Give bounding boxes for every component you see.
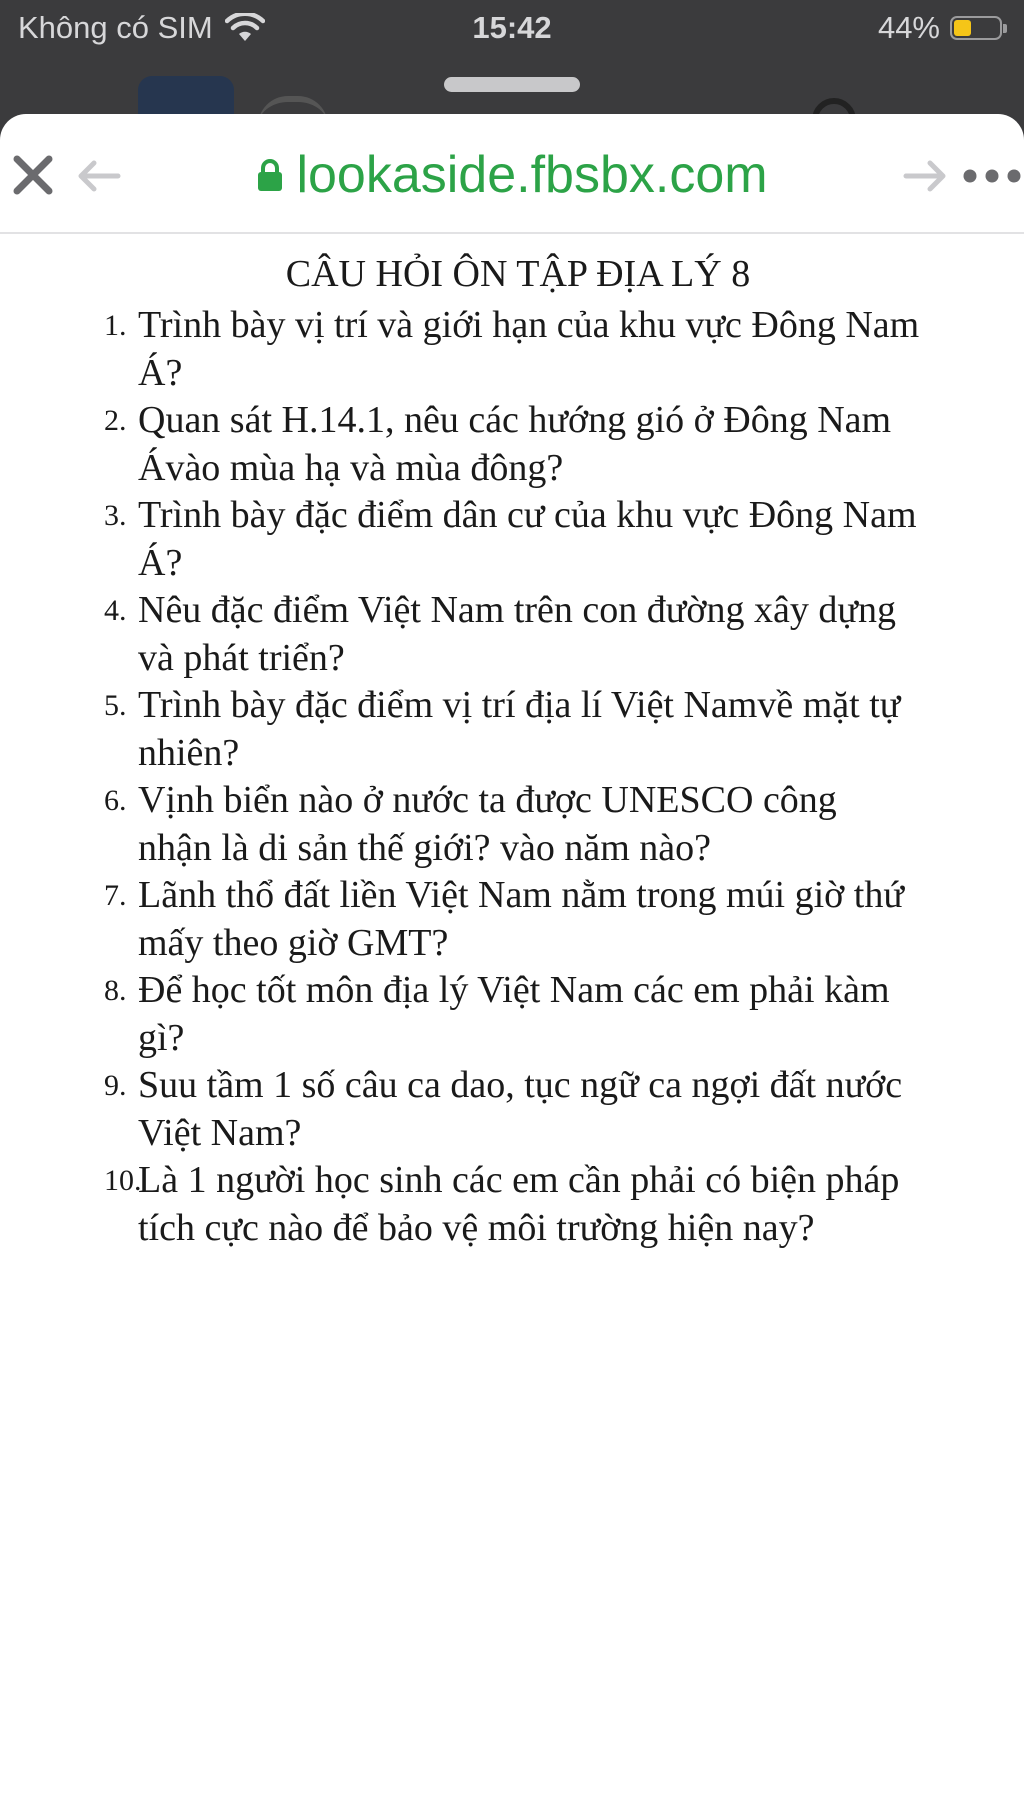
- question-text-line-1: Để học tốt môn địa lý Việt Nam các em phải kàm: [138, 969, 890, 1011]
- question-item: [0, 397, 1024, 492]
- question-number: 10.: [104, 1164, 142, 1197]
- question-number: 3.: [104, 499, 127, 532]
- question-list: [0, 302, 1024, 1252]
- question-item: [0, 872, 1024, 967]
- question-text-line-2: gì?: [138, 1016, 185, 1059]
- question-number: 2.: [104, 404, 127, 437]
- question-text-line-2: mấy theo giờ GMT?: [138, 921, 449, 964]
- status-bar: [0, 0, 1024, 58]
- more-icon[interactable]: [962, 168, 1022, 184]
- question-item: [0, 1157, 1024, 1252]
- battery-group: [878, 10, 1002, 46]
- document-title: CÂU HỎI ÔN TẬP ĐỊA LÝ 8: [285, 253, 751, 295]
- question-text-line-1: Suu tầm 1 số câu ca dao, tục ngữ ca ngợi đất nước: [138, 1064, 903, 1106]
- question-item: [0, 587, 1024, 682]
- question-item: [0, 777, 1024, 872]
- question-text-line-1: Vịnh biển nào ở nước ta được UNESCO công: [138, 779, 837, 821]
- question-number: 8.: [104, 974, 127, 1007]
- question-item: [0, 302, 1024, 397]
- question-text-line-1: Quan sát H.14.1, nêu các hướng gió ở Đông Nam: [138, 399, 892, 441]
- question-text-line-2: nhiên?: [138, 731, 240, 774]
- sheet-grabber[interactable]: [444, 77, 580, 92]
- question-text-line-2: Á?: [138, 351, 183, 394]
- url-text: lookaside.fbsbx.com: [296, 146, 768, 204]
- question-text-line-1: Là 1 người học sinh các em cần phải có biện pháp: [138, 1159, 900, 1201]
- question-text-line-2: Ávào mùa hạ và mùa đông?: [138, 446, 564, 489]
- browser-sheet: [0, 114, 1024, 1820]
- question-item: [0, 682, 1024, 777]
- question-text-line-2: tích cực nào để bảo vệ môi trường hiện nay?: [138, 1206, 815, 1249]
- question-number: 9.: [104, 1069, 127, 1102]
- battery-fill: [954, 20, 971, 36]
- question-text-line-2: nhận là di sản thế giới? vào năm nào?: [138, 826, 712, 869]
- lock-icon: [256, 158, 284, 192]
- question-number: 6.: [104, 784, 127, 817]
- battery-percent: 44%: [877, 10, 940, 45]
- question-item: [0, 967, 1024, 1062]
- question-item: [0, 1062, 1024, 1157]
- question-item: [0, 492, 1024, 587]
- question-text-line-2: và phát triển?: [138, 636, 345, 679]
- question-text-line-1: Trình bày đặc điểm dân cư của khu vực Đông Nam: [138, 494, 917, 536]
- question-text-line-2: Á?: [138, 541, 183, 584]
- question-number: 4.: [104, 594, 127, 627]
- question-number: 5.: [104, 689, 127, 722]
- document-content: [0, 248, 1024, 1252]
- url-bar[interactable]: [0, 142, 1024, 208]
- carrier-label: Không có SIM: [18, 10, 213, 45]
- question-text-line-1: Lãnh thổ đất liền Việt Nam nằm trong múi giờ thứ: [138, 874, 904, 916]
- battery-icon: [950, 16, 1002, 40]
- question-text-line-1: Nêu đặc điểm Việt Nam trên con đường xây dựng: [138, 589, 896, 631]
- browser-toolbar: [0, 114, 1024, 234]
- question-text-line-2: Việt Nam?: [138, 1111, 302, 1154]
- question-text-line-1: Trình bày đặc điểm vị trí địa lí Việt Namvề mặt tự: [138, 684, 901, 726]
- clock: 15:42: [472, 10, 552, 45]
- question-text-line-1: Trình bày vị trí và giới hạn của khu vực Đông Nam: [138, 304, 920, 346]
- question-number: 1.: [104, 309, 127, 342]
- forward-arrow-icon[interactable]: [902, 158, 948, 194]
- question-number: 7.: [104, 879, 127, 912]
